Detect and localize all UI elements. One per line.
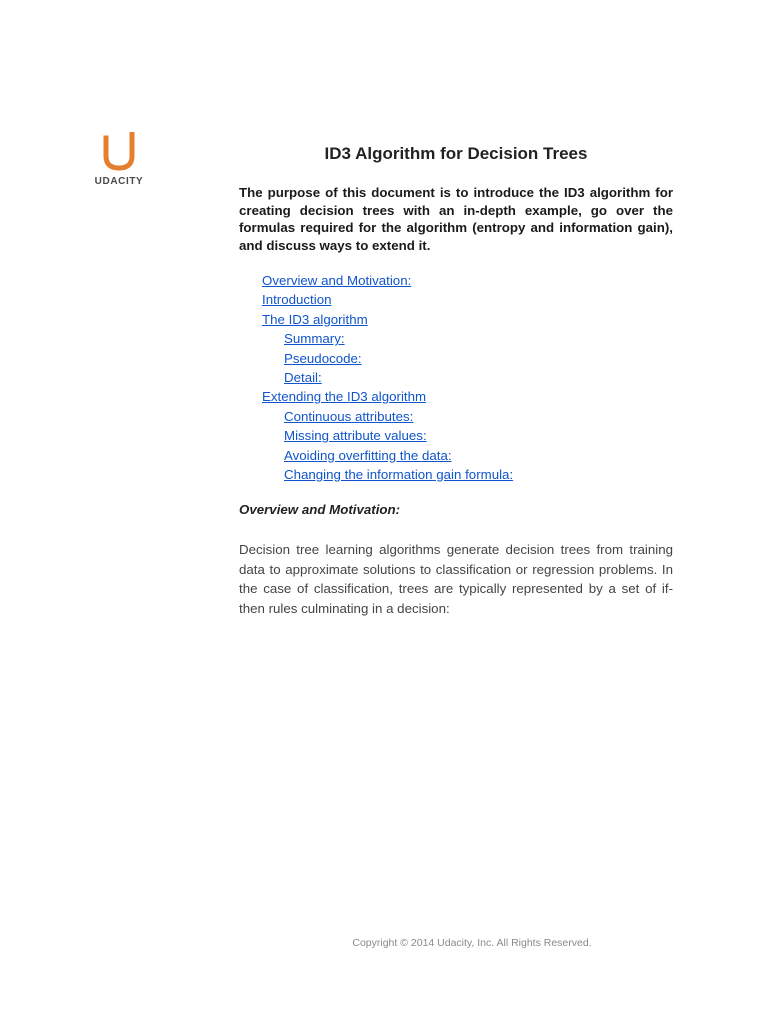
toc-item: [239, 446, 673, 465]
logo-text: UDACITY: [94, 176, 144, 187]
toc-item: [239, 310, 673, 329]
toc-link[interactable]: Changing the information gain formula:: [284, 466, 514, 482]
toc-item: [239, 271, 673, 290]
table-of-contents: [239, 271, 673, 484]
toc-link[interactable]: The ID3 algorithm: [262, 311, 368, 327]
toc-link[interactable]: Detail:: [284, 369, 322, 385]
intro-paragraph: The purpose of this document is to introduce the ID3 algorithm for creating decision trees with an in-depth example, go over the formulas required for the algorithm (entropy and information gain), and discuss ways to extend it.: [239, 185, 673, 253]
toc-link[interactable]: Missing attribute values:: [284, 428, 427, 444]
section-body: Decision tree learning algorithms generate decision trees from training data to approximate solutions to classification or regression problems. In the case of classification, trees are typically represented by a set of if-then rules culminating in a decision:: [239, 542, 673, 616]
toc-item: [239, 329, 673, 348]
toc-item: [239, 407, 673, 426]
toc-item: [239, 290, 673, 309]
toc-link[interactable]: Extending the ID3 algorithm: [262, 389, 427, 405]
toc-link[interactable]: Introduction: [262, 292, 332, 308]
toc-item: [239, 426, 673, 445]
toc-item: [239, 465, 673, 484]
toc-item: [239, 387, 673, 406]
udacity-logo: [92, 132, 146, 187]
toc-link[interactable]: Pseudocode:: [284, 350, 362, 366]
toc-link[interactable]: Avoiding overfitting the data:: [284, 447, 452, 463]
section-heading: Overview and Motivation:: [239, 502, 401, 518]
document-content: [239, 144, 673, 618]
toc-link[interactable]: Summary:: [284, 331, 345, 347]
toc-link[interactable]: Continuous attributes:: [284, 408, 414, 424]
toc-link[interactable]: Overview and Motivation:: [262, 273, 412, 288]
toc-item: [239, 349, 673, 368]
udacity-u-icon: [100, 132, 138, 172]
toc-item: [239, 368, 673, 387]
copyright-footer: Copyright © 2014 Udacity, Inc. All Rights Reserved.: [352, 937, 592, 949]
page-title: ID3 Algorithm for Decision Trees: [324, 144, 588, 163]
